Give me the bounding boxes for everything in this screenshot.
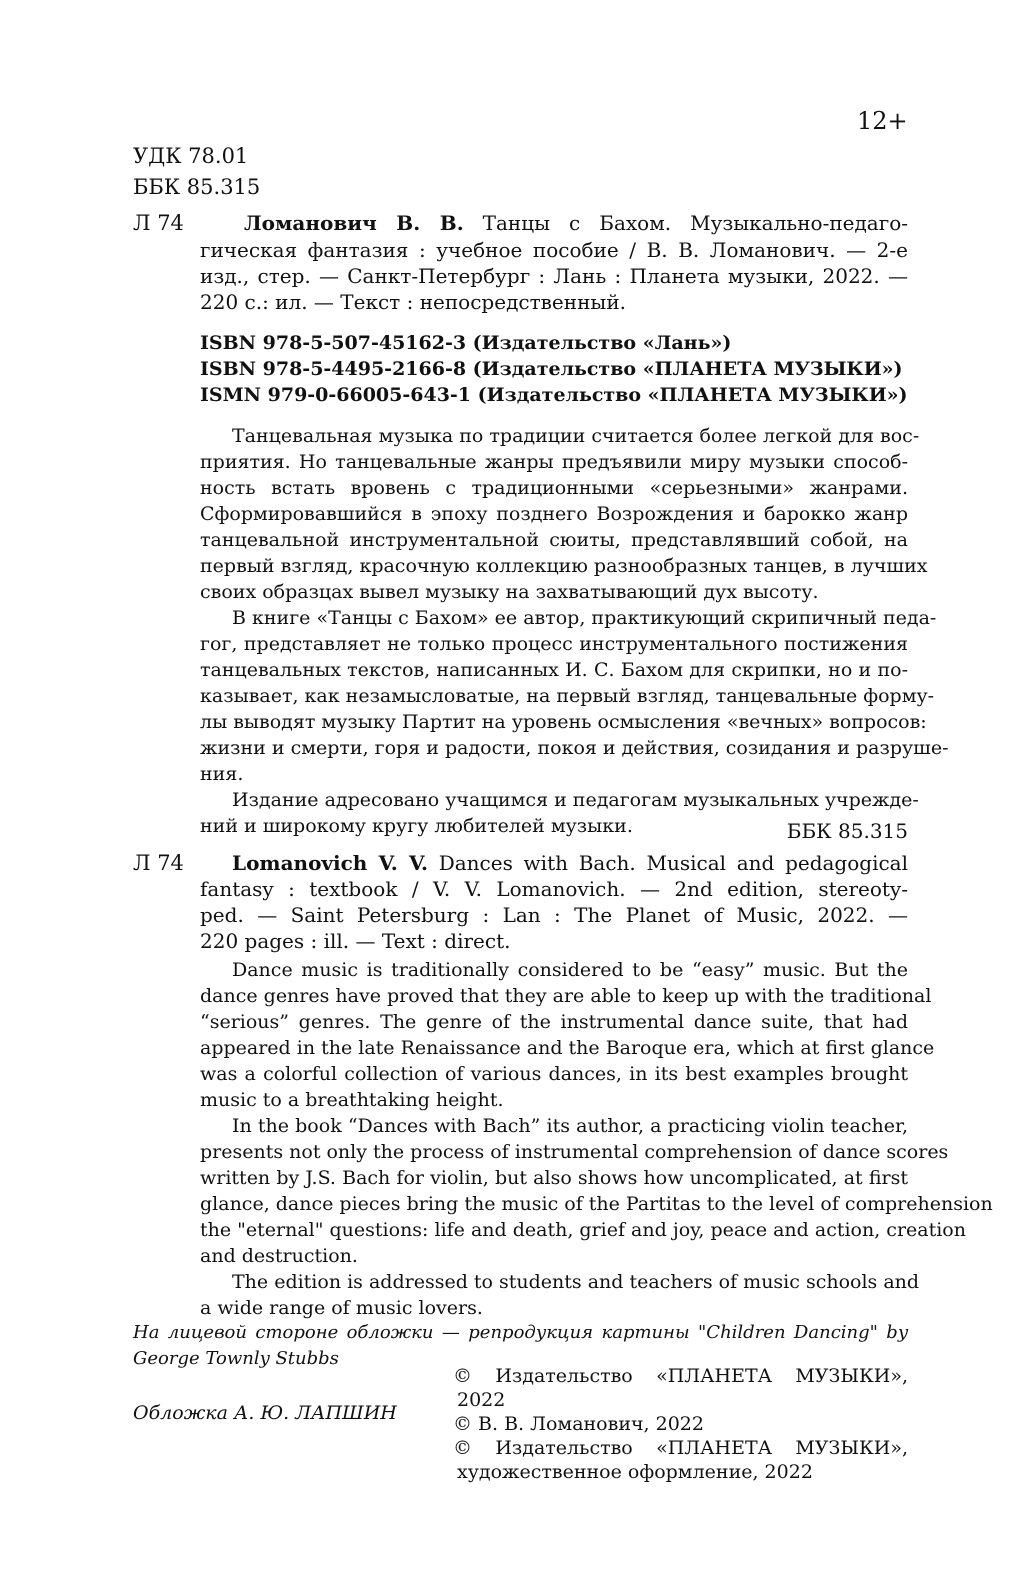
ru-abstract-line: лы выводят музыку Партит на уровень осмысления «вечных» вопросов: — [200, 711, 927, 733]
ru-abstract-line: ния. — [200, 763, 244, 785]
isbn-lan: ISBN 978-5-507-45162-3 (Издательство «Лань») — [200, 332, 732, 354]
ru-abstract-line: своих образцах вывел музыку на захватывающий дух высоту. — [200, 581, 819, 603]
ru-abstract-line: первый взгляд, красочную коллекцию разнообразных танцев, в лучших — [200, 555, 928, 577]
ru-author: Ломанович В. В. — [244, 211, 464, 235]
cover-note-line-1: На лицевой стороне обложки — репродукция картины "Children Dancing" by — [133, 1322, 908, 1343]
catalog-code-ru: Л 74 — [133, 211, 184, 235]
en-abstract — [200, 957, 993, 1321]
ru-abstract-line: Сформировавшийся в эпоху позднего Возрождения и барокко жанр — [200, 503, 908, 525]
en-abstract-line: appeared in the late Renaissance and the Baroque era, which at first glance — [200, 1037, 935, 1059]
ru-abstract-line: ний и широкому кругу любителей музыки. — [200, 815, 633, 837]
udk-code: УДК 78.01 — [133, 144, 249, 168]
en-abstract-line: glance, dance pieces bring the music of the Partitas to the level of comprehension — [200, 1193, 993, 1215]
copyright-design: © Издательство «ПЛАНЕТА МУЗЫКИ», — [453, 1437, 908, 1459]
copyright-planeta-year: 2022 — [457, 1389, 506, 1411]
ru-abstract-line: Издание адресовано учащимся и педагогам музыкальных учрежде- — [232, 789, 919, 811]
ru-entry-line-4: 220 с.: ил. — Текст : непосредственный. — [200, 290, 627, 314]
ru-abstract-line: В книге «Танцы с Бахом» ее автор, практикующий скрипичный педа- — [232, 607, 937, 629]
en-entry-line-3: ped. — Saint Petersburg : Lan : The Planet of Music, 2022. — — [200, 903, 908, 927]
bbk-code-top: ББК 85.315 — [133, 175, 261, 199]
ru-entry-line-3: изд., стер. — Санкт-Петербург : Лань : Планета музыки, 2022. — — [200, 264, 908, 288]
bbk-code-bottom: ББК 85.315 — [786, 819, 908, 843]
en-abstract-line: written by J.S. Bach for violin, but also shows how uncomplicated, at first — [200, 1167, 908, 1189]
en-abstract-line: dance genres have proved that they are able to keep up with the traditional — [200, 985, 932, 1007]
ru-abstract-line: ность встать вровень с традиционными «серьезными» жанрами. — [200, 477, 908, 499]
ru-abstract-line: гог, представляет не только процесс инструментального постижения — [200, 633, 908, 655]
en-abstract-line: and destruction. — [200, 1245, 358, 1267]
copyright-design-detail: художественное оформление, 2022 — [457, 1461, 813, 1483]
ru-entry-line-1 — [244, 210, 908, 236]
catalog-code-en: Л 74 — [133, 851, 184, 875]
cover-designer: Обложка А. Ю. ЛАПШИН — [133, 1402, 397, 1424]
ru-abstract — [200, 423, 949, 839]
ru-abstract-line: приятия. Но танцевальные жанры предъявили миру музыки способ- — [200, 451, 908, 473]
ru-abstract-line: казывает, как незамысловатые, на первый взгляд, танцевальные форму- — [200, 685, 935, 707]
copyright-author: © В. В. Ломанович, 2022 — [453, 1413, 704, 1435]
ru-abstract-line: жизни и смерти, горя и радости, покоя и действия, созидания и разруше- — [200, 737, 949, 759]
ru-abstract-line: Танцевальная музыка по традиции считается более легкой для вос- — [232, 425, 920, 447]
en-abstract-line: Dance music is traditionally considered to be “easy” music. But the — [232, 959, 908, 981]
isbn-planeta: ISBN 978-5-4495-2166-8 (Издательство «ПЛАНЕТА МУЗЫКИ») — [200, 358, 903, 380]
ru-title: Танцы с Бахом. Музыкально-педаго- — [482, 211, 909, 235]
en-abstract-line: In the book “Dances with Bach” its author, a practicing violin teacher, — [232, 1115, 908, 1137]
en-entry-line-2: fantasy : textbook / V. V. Lomanovich. — 2nd edition, stereoty- — [200, 877, 908, 901]
en-entry-line-4: 220 pages : ill. — Text : direct. — [200, 929, 511, 953]
en-abstract-line: presents not only the process of instrumental comprehension of dance scores — [200, 1141, 949, 1163]
en-abstract-line: the "eternal" questions: life and death, grief and joy, peace and action, creation — [200, 1219, 966, 1241]
copyright-block — [453, 1364, 908, 1484]
age-rating: 12+ — [857, 107, 908, 135]
en-title: Dances with Bach. Musical and pedagogical — [438, 851, 908, 875]
en-abstract-line: a wide range of music lovers. — [200, 1297, 483, 1319]
en-author: Lomanovich V. V. — [232, 851, 428, 875]
en-abstract-line: music to a breathtaking height. — [200, 1089, 504, 1111]
copyright-planeta: © Издательство «ПЛАНЕТА МУЗЫКИ», — [453, 1365, 908, 1387]
ru-entry-line-2: гическая фантазия : учебное пособие / В. В. Ломанович. — 2-е — [200, 238, 908, 262]
ru-abstract-line: танцевальных текстов, написанных И. С. Бахом для скрипки, но и по- — [200, 659, 908, 681]
cover-note-line-2: George Townly Stubbs — [133, 1348, 339, 1369]
ru-abstract-line: танцевальной инструментальной сюиты, представлявший собой, на — [200, 529, 908, 551]
ismn-planeta: ISMN 979-0-66005-643-1 (Издательство «ПЛАНЕТА МУЗЫКИ») — [200, 384, 908, 406]
en-abstract-line: was a colorful collection of various dances, in its best examples brought — [200, 1063, 908, 1085]
en-abstract-line: “serious” genres. The genre of the instrumental dance suite, that had — [200, 1011, 908, 1033]
en-entry-line-1 — [232, 850, 908, 876]
en-abstract-line: The edition is addressed to students and teachers of music schools and — [232, 1271, 920, 1293]
